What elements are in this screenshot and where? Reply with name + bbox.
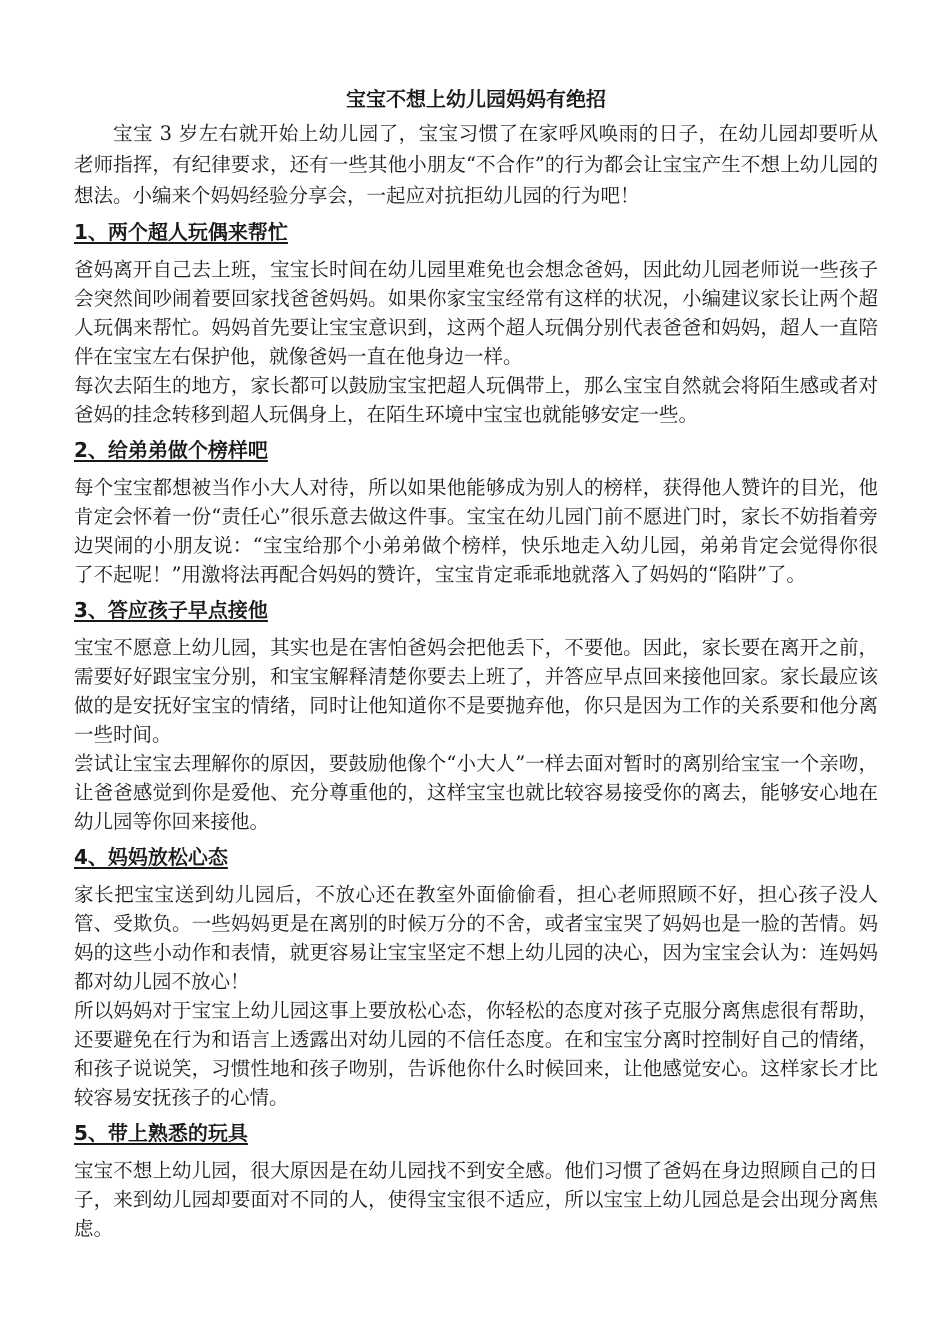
intro-paragraph: 宝宝 3 岁左右就开始上幼儿园了，宝宝习惯了在家呼风唤雨的日子，在幼儿园却要听从老师指挥，有纪律要求，还有一些其他小朋友“不合作”的行为都会让宝宝产生不想上幼儿园的想法。小编来个妈妈经验分享会，一起应对抗拒幼儿园的行为吧！: [74, 122, 878, 207]
section-heading: 3、答应孩子早点接他: [74, 598, 268, 622]
section-4: [74, 842, 878, 1112]
section-paragraph: 所以妈妈对于宝宝上幼儿园这事上要放松心态，你轻松的态度对孩子克服分离焦虑很有帮助，还要避免在行为和语言上透露出对幼儿园的不信任态度。在和宝宝分离时控制好自己的情绪，和孩子说说笑，习惯性地和孩子吻别，告诉他你什么时候回来，让他感觉安心。这样家长才比较容易安抚孩子的心情。: [74, 999, 878, 1109]
section-heading: 2、给弟弟做个榜样吧: [74, 438, 268, 462]
document-page: [74, 84, 878, 1243]
section-heading: 5、带上熟悉的玩具: [74, 1121, 248, 1145]
section-paragraph: 宝宝不愿意上幼儿园，其实也是在害怕爸妈会把他丢下，不要他。因此，家长要在离开之前，需要好好跟宝宝分别，和宝宝解释清楚你要去上班了，并答应早点回来接他回家。家长最应该做的是安抚好宝宝的情绪，同时让他知道你不是要抛弃他，你只是因为工作的关系要和他分离一些时间。: [74, 636, 878, 746]
section-paragraph: 爸妈离开自己去上班，宝宝长时间在幼儿园里难免也会想念爸妈，因此幼儿园老师说一些孩子会突然间吵闹着要回家找爸爸妈妈。如果你家宝宝经常有这样的状况，小编建议家长让两个超人玩偶来帮忙。妈妈首先要让宝宝意识到，这两个超人玩偶分别代表爸爸和妈妈，超人一直陪伴在宝宝左右保护他，就像爸妈一直在他身边一样。: [74, 258, 878, 368]
section-heading: 4、妈妈放松心态: [74, 845, 228, 869]
section-paragraph: 宝宝不想上幼儿园，很大原因是在幼儿园找不到安全感。他们习惯了爸妈在身边照顾自己的日子，来到幼儿园却要面对不同的人，使得宝宝很不适应，所以宝宝上幼儿园总是会出现分离焦虑。: [74, 1159, 878, 1240]
section-paragraph: 每个宝宝都想被当作小大人对待，所以如果他能够成为别人的榜样，获得他人赞许的目光，他肯定会怀着一份“责任心”很乐意去做这件事。宝宝在幼儿园门前不愿进门时，家长不妨指着旁边哭闹的小朋友说：“宝宝给那个小弟弟做个榜样，快乐地走入幼儿园，弟弟肯定会觉得你很了不起呢！”用激将法再配合妈妈的赞许，宝宝肯定乖乖地就落入了妈妈的“陷阱”了。: [74, 476, 878, 586]
section-5: [74, 1118, 878, 1243]
section-paragraph: 尝试让宝宝去理解你的原因，要鼓励他像个“小大人”一样去面对暂时的离别给宝宝一个亲吻，让爸爸感觉到你是爱他、充分尊重他的，这样宝宝也就比较容易接受你的离去，能够安心地在幼儿园等你回来接他。: [74, 752, 878, 833]
section-paragraph: 每次去陌生的地方，家长都可以鼓励宝宝把超人玩偶带上，那么宝宝自然就会将陌生感或者对爸妈的挂念转移到超人玩偶身上，在陌生环境中宝宝也就能够安定一些。: [74, 374, 878, 426]
section-3: [74, 595, 878, 836]
section-1: [74, 217, 878, 429]
section-paragraph: 家长把宝宝送到幼儿园后，不放心还在教室外面偷偷看，担心老师照顾不好，担心孩子没人管、受欺负。一些妈妈更是在离别的时候万分的不舍，或者宝宝哭了妈妈也是一脸的苦情。妈妈的这些小动作和表情，就更容易让宝宝坚定不想上幼儿园的决心，因为宝宝会认为：连妈妈都对幼儿园不放心！: [74, 883, 878, 993]
section-heading: 1、两个超人玩偶来帮忙: [74, 220, 288, 244]
document-title: 宝宝不想上幼儿园妈妈有绝招: [346, 87, 606, 111]
section-2: [74, 435, 878, 589]
